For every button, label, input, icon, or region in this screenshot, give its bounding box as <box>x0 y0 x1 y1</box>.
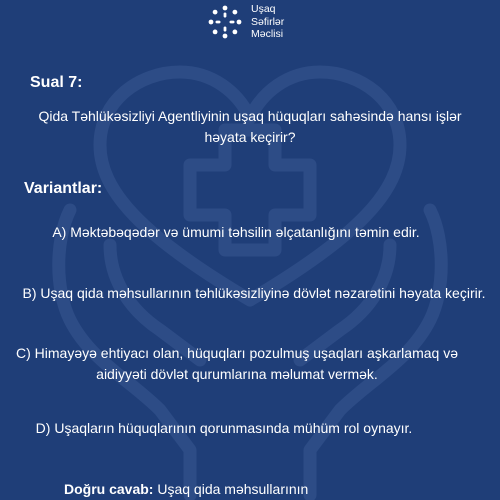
organization-name <box>251 3 284 41</box>
correct-answer-text: Uşaq qida məhsullarının <box>157 481 309 497</box>
correct-answer <box>64 481 308 497</box>
organization-logo <box>205 0 284 44</box>
correct-answer-label: Doğru cavab: <box>64 481 154 497</box>
variants-heading: Variantlar: <box>24 180 103 197</box>
question-number: Sual 7: <box>30 74 83 91</box>
organization-name-line1: Uşaq <box>251 3 276 16</box>
option-c: C) Himayəyə ehtiyacı olan, hüquqları pozulmuş uşaqları aşkarlamaq və aidiyyəti dövlət qurumlarına məlumat vermək. <box>16 345 458 382</box>
organization-name-line3: Məclisi <box>251 28 284 41</box>
organization-name-line2: Səfirlər <box>251 15 285 28</box>
logo-mark-icon <box>205 2 245 42</box>
question-text: Qida Təhlükəsizliyi Agentliyinin uşaq hüquqları sahəsində hansı işlər həyata keçirir? <box>38 108 462 145</box>
option-d: D) Uşaqların hüquqlarının qorunmasında mühüm rol oynayır. <box>35 420 413 436</box>
option-a: A) Məktəbəqədər və ümumi təhsilin əlçatanlığını təmin edir. <box>52 224 420 240</box>
option-b: B) Uşaq qida məhsullarının təhlükəsizliyinə dövlət nəzarətini həyata keçirir. <box>22 285 486 301</box>
